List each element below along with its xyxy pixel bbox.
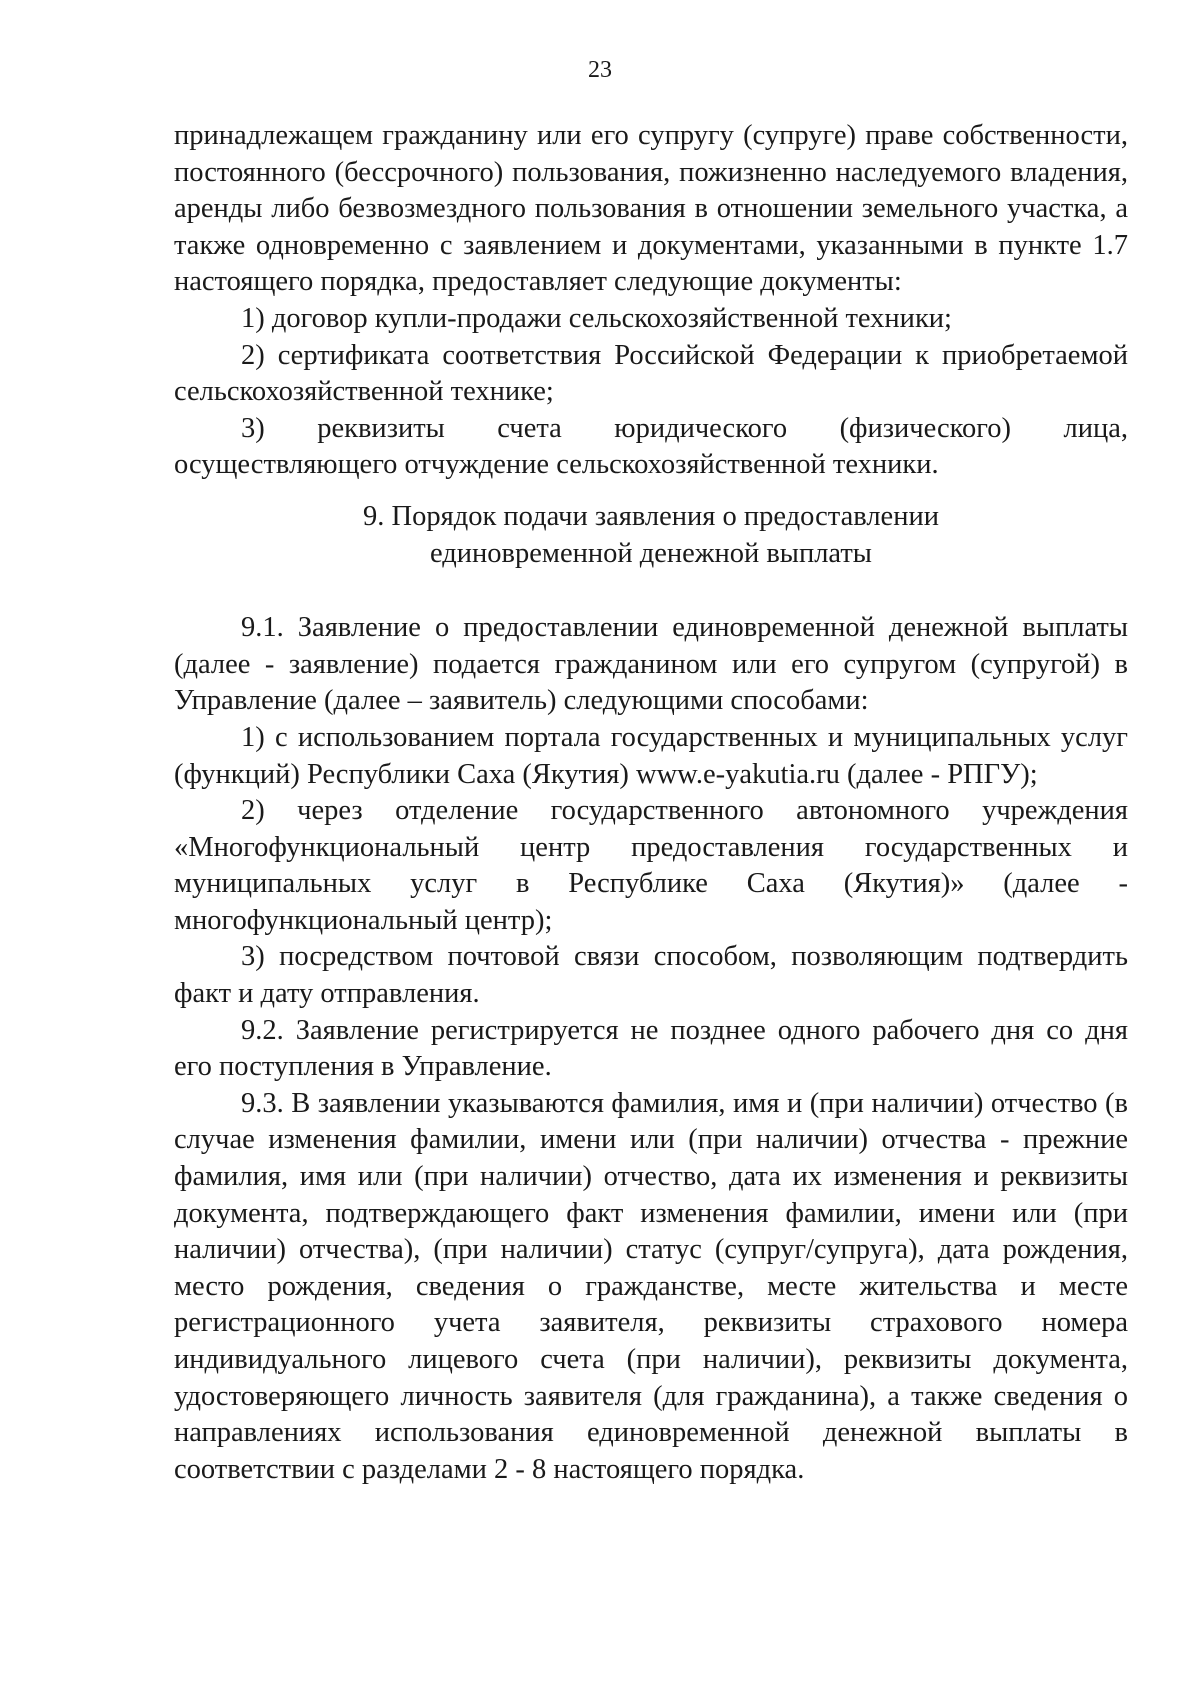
page-number: 23	[588, 57, 612, 83]
section-9-heading-line-2: единовременной денежной выплаты	[430, 537, 872, 569]
page-content	[174, 118, 1128, 1488]
submission-method-1: 1) с использованием портала государственных и муниципальных услуг (функций) Республики Саха (Якутия) www.e-yakutia.ru (далее - РПГУ);	[174, 721, 1128, 790]
document-list-item-1: 1) договор купли-продажи сельскохозяйственной техники;	[241, 302, 952, 334]
section-9-heading	[174, 499, 1128, 572]
document-list-item-3: 3) реквизиты счета юридического (физического) лица, осуществляющего отчуждение сельскохозяйственной техники.	[174, 412, 1128, 481]
paragraph-9-3: 9.3. В заявлении указываются фамилия, имя и (при наличии) отчество (в случае изменения фамилии, имени или (при наличии) отчества - прежние фамилия, имя или (при наличии) отчество, дата их изменения и реквизиты документа, подтверждающего факт изменения фамилии, имени или (при наличии) отчества), (при наличии) статус (супруг/супруга), дата рождения, место рождения, сведения о гражданстве, месте жительства и месте регистрационного учета заявителя, реквизиты страхового номера индивидуального лицевого счета (при наличии), реквизиты документа, удостоверяющего личность заявителя (для гражданина), а также сведения о направлениях использования единовременной денежной выплаты в соответствии с разделами 2 - 8 настоящего порядка.	[174, 1087, 1128, 1485]
section-9-heading-line-1: 9. Порядок подачи заявления о предоставлении	[363, 500, 939, 532]
paragraph-9-2: 9.2. Заявление регистрируется не позднее одного рабочего дня со дня его поступления в Управление.	[174, 1014, 1128, 1083]
paragraph-9-1: 9.1. Заявление о предоставлении единовременной денежной выплаты (далее - заявление) подается гражданином или его супругом (супругой) в Управление (далее – заявитель) следующими способами:	[174, 612, 1128, 717]
intro-paragraph: принадлежащем гражданину или его супругу (супруге) праве собственности, постоянного (бессрочного) пользования, пожизненно наследуемого владения, аренды либо безвозмездного пользования в отношении земельного участка, а также одновременно с заявлением и документами, указанными в пункте 1.7 настоящего порядка, предоставляет следующие документы:	[174, 120, 1128, 298]
submission-method-3: 3) посредством почтовой связи способом, позволяющим подтвердить факт и дату отправления.	[174, 941, 1128, 1010]
document-list-item-2: 2) сертификата соответствия Российской Федерации к приобретаемой сельскохозяйственной технике;	[174, 339, 1128, 408]
submission-method-2: 2) через отделение государственного автономного учреждения «Многофункциональный центр предоставления государственных и муниципальных услуг в Республике Саха (Якутия)» (далее - многофункциональный центр);	[174, 795, 1128, 936]
